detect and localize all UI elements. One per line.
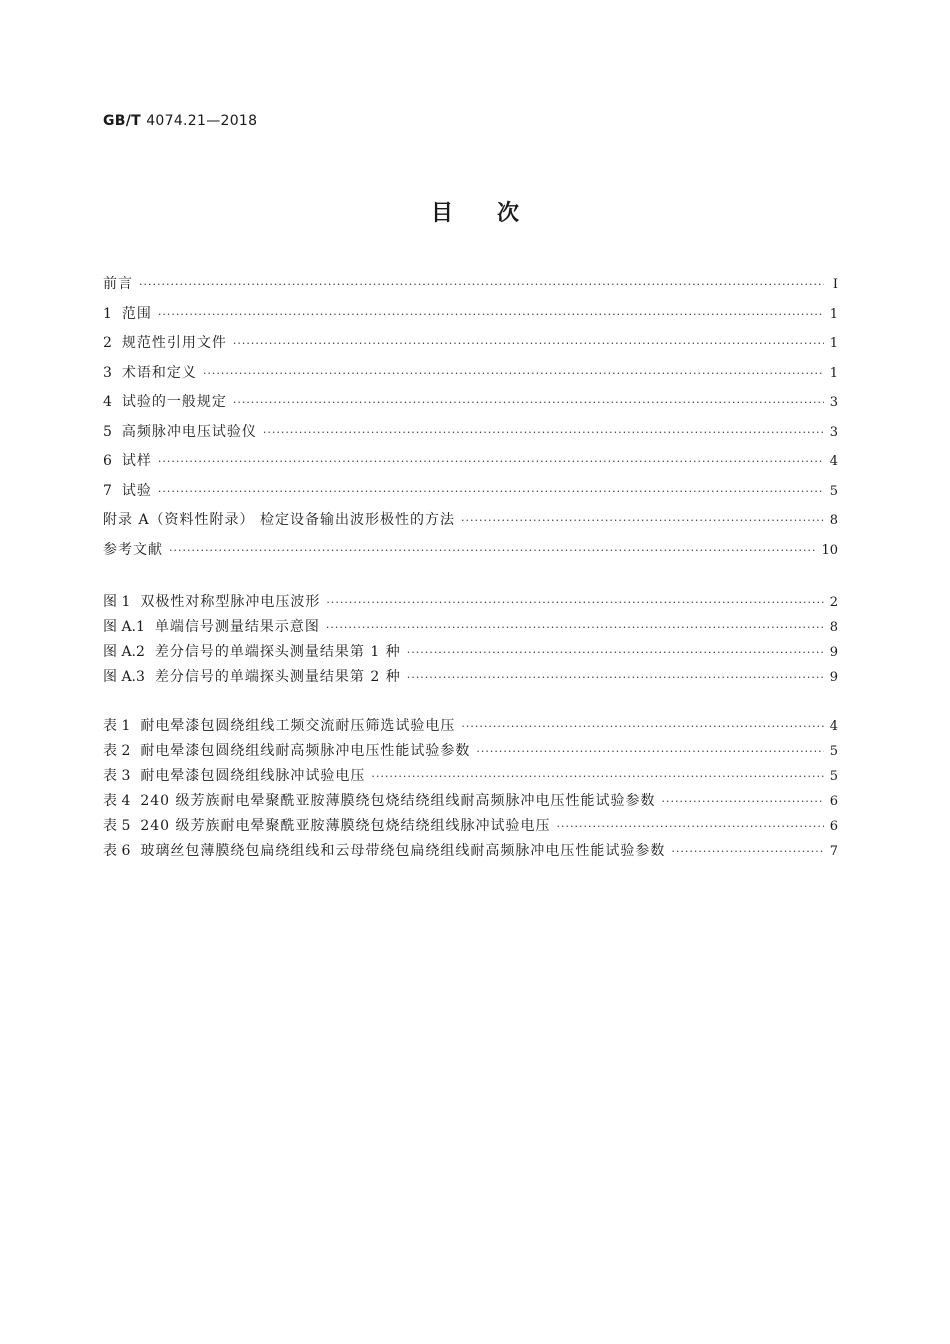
leader-dots bbox=[263, 423, 824, 443]
toc-entry-section-6[interactable] bbox=[103, 451, 838, 481]
toc-entry-page: 4 bbox=[829, 454, 838, 469]
leader-dots bbox=[233, 334, 824, 354]
toc-entry-section-7[interactable] bbox=[103, 481, 838, 511]
toc-entry-page: 8 bbox=[829, 620, 838, 635]
toc-entry-section-5[interactable] bbox=[103, 422, 838, 452]
toc-entry-page: 7 bbox=[829, 844, 838, 859]
leader-dots bbox=[671, 842, 823, 862]
toc-entry-section-2[interactable] bbox=[103, 333, 838, 363]
leader-dots bbox=[371, 767, 823, 787]
toc-entry-preface[interactable] bbox=[103, 274, 838, 304]
leader-dots bbox=[139, 275, 824, 295]
leader-dots bbox=[158, 482, 824, 502]
toc-entry-title: 参考文献 bbox=[103, 541, 163, 558]
toc-entry-title: 7 试验 bbox=[103, 482, 152, 499]
toc-figures bbox=[103, 592, 838, 692]
toc-entry-table[interactable] bbox=[103, 741, 838, 766]
leader-dots bbox=[326, 618, 824, 638]
leader-dots bbox=[557, 817, 824, 837]
toc-entry-page: 5 bbox=[829, 744, 838, 759]
toc-entry-page: 5 bbox=[829, 769, 838, 784]
leader-dots bbox=[476, 742, 823, 762]
toc-entry-table[interactable] bbox=[103, 841, 838, 866]
toc-entry-title: 5 高频脉冲电压试验仪 bbox=[103, 423, 257, 440]
toc-entry-table[interactable] bbox=[103, 766, 838, 791]
toc-entry-figure[interactable] bbox=[103, 592, 838, 617]
toc-entry-title: 前言 bbox=[103, 276, 133, 292]
toc-entry-title: 图 A.2 差分信号的单端探头测量结果第 1 种 bbox=[103, 644, 401, 660]
toc-entry-page: 1 bbox=[829, 336, 838, 351]
toc-entry-figure[interactable] bbox=[103, 667, 838, 692]
toc-entry-page: 5 bbox=[829, 483, 838, 499]
toc-entry-title: 图 1 双极性对称型脉冲电压波形 bbox=[103, 594, 321, 610]
toc-entry-table[interactable] bbox=[103, 816, 838, 841]
leader-dots bbox=[158, 452, 824, 472]
toc-entry-page: 9 bbox=[829, 645, 838, 660]
toc-entry-title: 附录 A（资料性附录） 检定设备输出波形极性的方法 bbox=[103, 512, 456, 528]
toc-entry-title: 表 2 耐电晕漆包圆绕组线耐高频脉冲电压性能试验参数 bbox=[103, 743, 471, 759]
toc-entry-title: 图 A.3 差分信号的单端探头测量结果第 2 种 bbox=[103, 669, 401, 685]
toc-entry-page: 3 bbox=[829, 424, 838, 440]
page-title: 目次 bbox=[430, 201, 563, 226]
toc-entry-title: 表 6 玻璃丝包薄膜绕包扁绕组线和云母带绕包扁绕组线耐高频脉冲电压性能试验参数 bbox=[103, 843, 666, 859]
leader-dots bbox=[407, 643, 824, 663]
toc-entry-section-3[interactable] bbox=[103, 363, 838, 393]
toc-entry-table[interactable] bbox=[103, 791, 838, 816]
standard-number: 4074.21—2018 bbox=[146, 113, 258, 129]
toc-entry-page: 8 bbox=[829, 513, 838, 528]
leader-dots bbox=[662, 792, 824, 812]
toc-entry-figure[interactable] bbox=[103, 642, 838, 667]
toc-entry-title: 6 试样 bbox=[103, 453, 152, 469]
toc-entry-bibliography[interactable] bbox=[103, 540, 838, 570]
toc-entry-title: 4 试验的一般规定 bbox=[103, 394, 227, 410]
toc-entry-page: 3 bbox=[829, 395, 838, 410]
toc-entry-title: 表 5 240 级芳族耐电晕聚酰亚胺薄膜绕包烧结绕组线脉冲试验电压 bbox=[103, 818, 551, 834]
toc-entry-appendix-a[interactable] bbox=[103, 510, 838, 540]
toc-entry-title: 1 范围 bbox=[103, 305, 152, 322]
leader-dots bbox=[461, 511, 824, 531]
toc-entry-page: 10 bbox=[821, 542, 838, 558]
toc-sections bbox=[103, 274, 838, 569]
toc-entry-figure[interactable] bbox=[103, 617, 838, 642]
toc-entry-page: 6 bbox=[829, 794, 838, 809]
toc-entry-page: 1 bbox=[829, 306, 838, 322]
leader-dots bbox=[158, 305, 824, 325]
leader-dots bbox=[326, 593, 823, 613]
toc-entry-title: 图 A.1 单端信号测量结果示意图 bbox=[103, 619, 320, 635]
toc-entry-page: Ⅰ bbox=[832, 277, 838, 292]
toc-entry-section-4[interactable] bbox=[103, 392, 838, 422]
toc-entry-page: 1 bbox=[829, 365, 838, 381]
toc-entry-title: 2 规范性引用文件 bbox=[103, 335, 227, 351]
toc-tables bbox=[103, 716, 838, 866]
toc-entry-title: 表 1 耐电晕漆包圆绕组线工频交流耐压筛选试验电压 bbox=[103, 718, 456, 734]
leader-dots bbox=[407, 668, 824, 688]
toc-entry-title: 3 术语和定义 bbox=[103, 364, 197, 381]
toc-entry-page: 2 bbox=[829, 595, 838, 610]
toc-entry-title: 表 4 240 级芳族耐电晕聚酰亚胺薄膜绕包烧结绕组线耐高频脉冲电压性能试验参数 bbox=[103, 793, 656, 809]
toc-entry-section-1[interactable] bbox=[103, 304, 838, 334]
leader-dots bbox=[203, 364, 824, 384]
toc-entry-title: 表 3 耐电晕漆包圆绕组线脉冲试验电压 bbox=[103, 768, 366, 784]
toc-entry-page: 6 bbox=[829, 819, 838, 834]
toc-entry-page: 9 bbox=[829, 670, 838, 685]
toc-entry-table[interactable] bbox=[103, 716, 838, 741]
standard-code bbox=[103, 113, 257, 129]
leader-dots bbox=[169, 541, 815, 561]
toc-entry-page: 4 bbox=[829, 719, 838, 734]
leader-dots bbox=[233, 393, 824, 413]
leader-dots bbox=[461, 717, 823, 737]
standard-prefix: GB/T bbox=[103, 113, 142, 129]
